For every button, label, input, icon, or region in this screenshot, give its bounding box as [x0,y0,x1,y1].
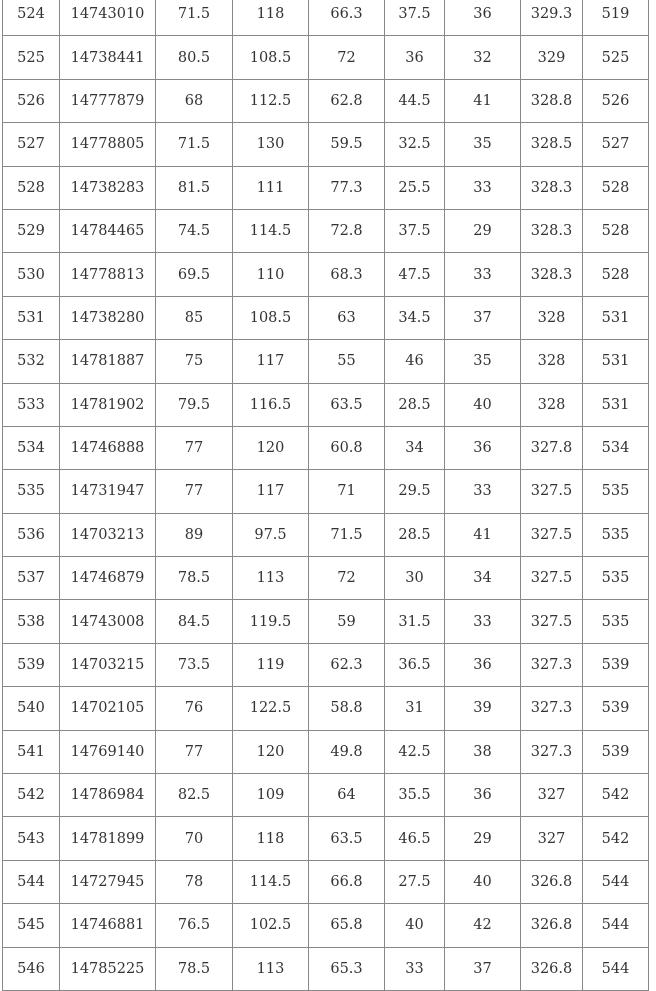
cell-position: 535 [583,600,649,643]
cell-score-e: 37 [445,947,521,990]
cell-rank: 538 [3,600,60,643]
cell-score-c: 65.8 [309,904,385,947]
cell-score-b: 119.5 [233,600,309,643]
cell-score-e: 36 [445,774,521,817]
cell-score-e: 36 [445,0,521,36]
cell-score-d: 28.5 [385,513,445,556]
cell-score-c: 66.3 [309,0,385,36]
cell-rank: 528 [3,166,60,209]
cell-score-d: 29.5 [385,470,445,513]
cell-score-b: 120 [233,426,309,469]
cell-total: 328 [521,340,583,383]
cell-score-a: 77 [156,470,233,513]
cell-student-id: 14785225 [60,947,156,990]
cell-score-c: 68.3 [309,253,385,296]
cell-score-a: 77 [156,426,233,469]
cell-score-d: 47.5 [385,253,445,296]
cell-rank: 537 [3,557,60,600]
cell-score-c: 71 [309,470,385,513]
cell-student-id: 14727945 [60,860,156,903]
cell-student-id: 14781899 [60,817,156,860]
table-row [3,0,649,36]
cell-total: 328 [521,296,583,339]
cell-rank: 532 [3,340,60,383]
cell-score-b: 119 [233,643,309,686]
cell-score-e: 29 [445,817,521,860]
cell-score-a: 82.5 [156,774,233,817]
cell-score-b: 122.5 [233,687,309,730]
cell-rank: 527 [3,123,60,166]
cell-score-e: 41 [445,513,521,556]
table-row [3,470,649,513]
cell-score-b: 109 [233,774,309,817]
cell-score-b: 117 [233,340,309,383]
cell-position: 542 [583,774,649,817]
cell-score-d: 42.5 [385,730,445,773]
table-row [3,557,649,600]
cell-score-b: 97.5 [233,513,309,556]
cell-score-d: 44.5 [385,79,445,122]
cell-score-a: 78 [156,860,233,903]
cell-score-e: 34 [445,557,521,600]
cell-score-a: 77 [156,730,233,773]
cell-total: 328.3 [521,253,583,296]
cell-score-e: 41 [445,79,521,122]
cell-position: 539 [583,730,649,773]
cell-position: 534 [583,426,649,469]
cell-position: 535 [583,513,649,556]
cell-score-c: 62.3 [309,643,385,686]
cell-score-a: 85 [156,296,233,339]
score-table [2,0,649,991]
cell-score-e: 36 [445,426,521,469]
cell-score-d: 36 [385,36,445,79]
cell-score-a: 76.5 [156,904,233,947]
cell-score-b: 118 [233,0,309,36]
cell-student-id: 14738280 [60,296,156,339]
cell-score-c: 71.5 [309,513,385,556]
cell-student-id: 14777879 [60,79,156,122]
cell-student-id: 14786984 [60,774,156,817]
cell-score-d: 34 [385,426,445,469]
cell-total: 326.8 [521,947,583,990]
cell-position: 535 [583,557,649,600]
table-row [3,947,649,990]
cell-score-b: 113 [233,947,309,990]
cell-score-b: 114.5 [233,209,309,252]
cell-rank: 530 [3,253,60,296]
cell-total: 327.3 [521,730,583,773]
cell-total: 327 [521,817,583,860]
cell-rank: 541 [3,730,60,773]
cell-student-id: 14746881 [60,904,156,947]
cell-score-d: 30 [385,557,445,600]
cell-score-a: 78.5 [156,947,233,990]
cell-score-e: 33 [445,253,521,296]
cell-student-id: 14746888 [60,426,156,469]
cell-score-d: 40 [385,904,445,947]
cell-score-e: 35 [445,123,521,166]
cell-score-b: 113 [233,557,309,600]
cell-student-id: 14781902 [60,383,156,426]
cell-score-d: 27.5 [385,860,445,903]
table-row [3,209,649,252]
cell-position: 527 [583,123,649,166]
cell-rank: 540 [3,687,60,730]
table-row [3,600,649,643]
cell-score-b: 118 [233,817,309,860]
table-row [3,687,649,730]
cell-score-a: 80.5 [156,36,233,79]
table-row [3,383,649,426]
cell-rank: 536 [3,513,60,556]
cell-rank: 524 [3,0,60,36]
cell-student-id: 14738441 [60,36,156,79]
cell-total: 329 [521,36,583,79]
cell-rank: 543 [3,817,60,860]
cell-rank: 534 [3,426,60,469]
cell-score-b: 120 [233,730,309,773]
cell-score-d: 46 [385,340,445,383]
cell-total: 328.3 [521,166,583,209]
cell-position: 531 [583,296,649,339]
cell-position: 535 [583,470,649,513]
cell-total: 326.8 [521,860,583,903]
cell-score-c: 59 [309,600,385,643]
cell-score-e: 32 [445,36,521,79]
cell-score-b: 114.5 [233,860,309,903]
cell-score-a: 78.5 [156,557,233,600]
cell-score-e: 33 [445,166,521,209]
table-row [3,730,649,773]
cell-score-e: 33 [445,470,521,513]
cell-position: 542 [583,817,649,860]
cell-rank: 544 [3,860,60,903]
score-table-container [2,0,649,991]
cell-score-c: 59.5 [309,123,385,166]
cell-score-b: 116.5 [233,383,309,426]
cell-total: 327.3 [521,687,583,730]
cell-score-c: 63.5 [309,383,385,426]
cell-student-id: 14743010 [60,0,156,36]
cell-score-c: 72 [309,36,385,79]
cell-score-d: 35.5 [385,774,445,817]
table-row [3,253,649,296]
cell-rank: 546 [3,947,60,990]
table-row [3,860,649,903]
cell-score-e: 40 [445,860,521,903]
cell-total: 327.5 [521,470,583,513]
cell-total: 327.5 [521,513,583,556]
table-row [3,817,649,860]
cell-score-a: 71.5 [156,0,233,36]
table-row [3,79,649,122]
cell-score-e: 38 [445,730,521,773]
cell-score-d: 33 [385,947,445,990]
cell-score-b: 108.5 [233,296,309,339]
cell-student-id: 14703213 [60,513,156,556]
cell-score-b: 111 [233,166,309,209]
cell-score-b: 108.5 [233,36,309,79]
cell-score-e: 36 [445,643,521,686]
cell-score-a: 89 [156,513,233,556]
cell-total: 327.5 [521,557,583,600]
cell-score-e: 39 [445,687,521,730]
cell-position: 519 [583,0,649,36]
cell-rank: 526 [3,79,60,122]
table-row [3,166,649,209]
cell-score-c: 63.5 [309,817,385,860]
table-row [3,426,649,469]
cell-score-b: 112.5 [233,79,309,122]
table-row [3,340,649,383]
cell-score-d: 34.5 [385,296,445,339]
cell-score-a: 71.5 [156,123,233,166]
cell-total: 328.5 [521,123,583,166]
table-row [3,774,649,817]
cell-total: 327.5 [521,600,583,643]
cell-score-c: 65.3 [309,947,385,990]
cell-position: 528 [583,166,649,209]
cell-score-c: 72.8 [309,209,385,252]
cell-position: 539 [583,687,649,730]
cell-student-id: 14738283 [60,166,156,209]
cell-student-id: 14731947 [60,470,156,513]
cell-rank: 525 [3,36,60,79]
cell-student-id: 14778813 [60,253,156,296]
table-row [3,904,649,947]
cell-score-b: 102.5 [233,904,309,947]
cell-score-a: 74.5 [156,209,233,252]
cell-score-d: 46.5 [385,817,445,860]
cell-student-id: 14778805 [60,123,156,166]
cell-position: 539 [583,643,649,686]
cell-position: 531 [583,340,649,383]
cell-score-c: 77.3 [309,166,385,209]
table-row [3,643,649,686]
cell-total: 328 [521,383,583,426]
cell-score-d: 31.5 [385,600,445,643]
cell-score-e: 42 [445,904,521,947]
cell-score-a: 70 [156,817,233,860]
cell-rank: 539 [3,643,60,686]
cell-student-id: 14769140 [60,730,156,773]
cell-rank: 535 [3,470,60,513]
cell-student-id: 14743008 [60,600,156,643]
cell-score-c: 49.8 [309,730,385,773]
cell-student-id: 14703215 [60,643,156,686]
cell-score-d: 25.5 [385,166,445,209]
cell-score-a: 81.5 [156,166,233,209]
cell-score-e: 33 [445,600,521,643]
cell-score-e: 40 [445,383,521,426]
table-row [3,513,649,556]
cell-total: 327.3 [521,643,583,686]
cell-score-c: 66.8 [309,860,385,903]
cell-total: 327 [521,774,583,817]
cell-score-d: 37.5 [385,0,445,36]
cell-score-d: 37.5 [385,209,445,252]
cell-rank: 529 [3,209,60,252]
cell-score-c: 60.8 [309,426,385,469]
table-row [3,296,649,339]
cell-student-id: 14781887 [60,340,156,383]
cell-score-e: 35 [445,340,521,383]
cell-score-a: 68 [156,79,233,122]
table-row [3,123,649,166]
cell-score-b: 130 [233,123,309,166]
cell-score-c: 55 [309,340,385,383]
cell-total: 328.3 [521,209,583,252]
cell-score-d: 32.5 [385,123,445,166]
cell-score-a: 84.5 [156,600,233,643]
cell-score-a: 75 [156,340,233,383]
cell-position: 531 [583,383,649,426]
cell-rank: 531 [3,296,60,339]
cell-total: 329.3 [521,0,583,36]
cell-position: 528 [583,209,649,252]
cell-score-d: 31 [385,687,445,730]
cell-score-a: 79.5 [156,383,233,426]
score-table-body [3,0,649,990]
cell-score-b: 117 [233,470,309,513]
cell-position: 525 [583,36,649,79]
cell-position: 528 [583,253,649,296]
cell-score-d: 36.5 [385,643,445,686]
cell-score-c: 62.8 [309,79,385,122]
cell-total: 326.8 [521,904,583,947]
table-row [3,36,649,79]
cell-rank: 542 [3,774,60,817]
cell-score-b: 110 [233,253,309,296]
cell-total: 328.8 [521,79,583,122]
cell-score-a: 69.5 [156,253,233,296]
cell-position: 544 [583,947,649,990]
cell-score-c: 58.8 [309,687,385,730]
cell-total: 327.8 [521,426,583,469]
cell-score-a: 76 [156,687,233,730]
cell-score-a: 73.5 [156,643,233,686]
cell-score-c: 64 [309,774,385,817]
cell-score-e: 37 [445,296,521,339]
cell-student-id: 14784465 [60,209,156,252]
cell-score-d: 28.5 [385,383,445,426]
cell-position: 544 [583,904,649,947]
cell-student-id: 14746879 [60,557,156,600]
cell-student-id: 14702105 [60,687,156,730]
cell-score-c: 72 [309,557,385,600]
cell-position: 544 [583,860,649,903]
cell-score-e: 29 [445,209,521,252]
cell-rank: 545 [3,904,60,947]
cell-score-c: 63 [309,296,385,339]
cell-position: 526 [583,79,649,122]
cell-rank: 533 [3,383,60,426]
